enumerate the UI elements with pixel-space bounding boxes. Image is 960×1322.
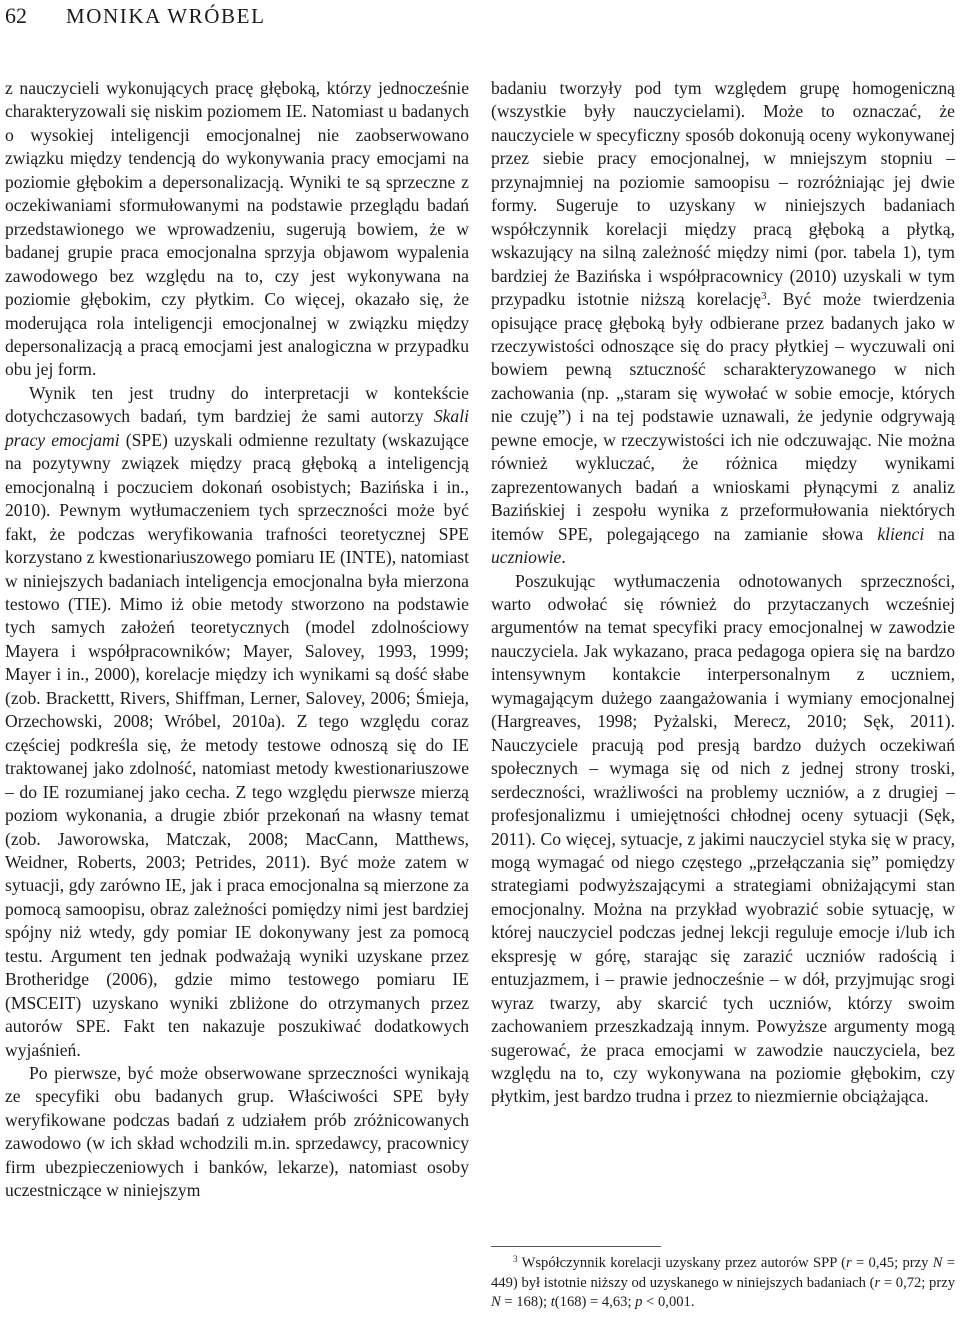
paragraph-text: . Być może twierdzenia opisujące pracę głęboką były odbierane przez badanych jako w rzeczywistości odnoszące się do pracy płytkiej – wyczuwali oni bowiem pewną sztuczność scharakteryzowanego w nich zachowania (np. „staram się wywołać w sobie emocje, których nie czuję”) i na tej podstawie uznawali, że jedynie odgrywają pewne emocje, w rzeczywistości ich nie odczuwając. Nie można również wykluczać, że różnica między wynikami zaprezentowanych badań a wnioskami płynącymi z analiz Bazińskiej i zespołu wynika z przeformułowania niektórych itemów SPE, polegającego na zamianie słowa: [491, 289, 955, 544]
footnote-symbol: N: [491, 1294, 501, 1311]
paragraph: [491, 77, 955, 570]
footnote-segment: = 449) był istotnie niższy od uzyskanego w niniejszych badaniach (: [491, 1255, 955, 1291]
paragraph: Poszukując wytłumaczenia odnotowanych sprzeczności, warto odwołać się również do przytaczanych wcześniej argumentów na temat specyfiki pracy emocjonalnej w zawodzie nauczyciela. Jak wykazano, praca pedagoga opiera się na bardzo intensywnym kontakcie interpersonalnym z uczniem, wymagającym dużego zaangażowania i wymiany emocjonalnej (Hargreaves, 1998; Pyżalski, Merecz, 2010; Sęk, 2011). Nauczyciele pracują pod presją bardzo dużych oczekiwań społecznych – wymaga się od nich z jednej strony troski, serdeczności, wrażliwości na problemy uczniów, a z drugiej – profesjonalizmu i umiejętności chłodnej oceny sytuacji (Sęk, 2011). Co więcej, sytuacje, z jakimi nauczyciel styka się w pracy, mogą wymagać od niego częstego „przełączania się” pomiędzy strategiami podwyższającymi a strategiami obniżającymi stan emocjonalny. Można na przykład wyobrazić sobie sytuację, w której nauczyciel podczas jednej lekcji reguluje emocje i/lub ich ekspresję w górę, starając się zarazić uczniów radością i entuzjazmem, i – prawie jednocześnie – w dół, przyjmując srogi wyraz twarzy, aby skarcić tych uczniów, którzy swoim zachowaniem przeszkadzają innym. Powyższe argumenty mogą sugerować, że praca emocjami w zawodzie nauczyciela, bez względu na to, czy wykonywana na poziomie głębokim, czy płytkim, jest bardzo trudna i przez to niezmiernie obciążająca.: [491, 570, 955, 1107]
italic-term: Skali pracy emocjami: [5, 406, 469, 450]
footnote-mark: 3: [513, 1254, 518, 1265]
page-header: [5, 2, 955, 32]
footnote-segment: = 0,45; przy: [851, 1255, 933, 1271]
footnote: [491, 1254, 955, 1313]
footnote-symbol: t: [550, 1294, 555, 1311]
footnote-segment: = 168);: [500, 1294, 551, 1311]
footnote-reference[interactable]: 3: [761, 290, 767, 303]
paragraph-text: .: [561, 547, 566, 568]
paragraph: Po pierwsze, być może obserwowane sprzeczności wynikają ze specyfiki obu badanych grup. Właściwości SPE były weryfikowane podczas badań z udziałem prób zróżnicowanych zawodowo (w ich skład wchodzili m.in. sprzedawcy, pracownicy firm ubezpieczeniowych i banków, lekarze), natomiast osoby uczestniczące w niniejszym: [5, 1063, 469, 1201]
running-head-author: MONIKA WRÓBEL: [66, 4, 266, 28]
footnote-segment: (168) = 4,63;: [554, 1294, 636, 1311]
paragraph-text: (SPE) uzyskali odmienne rezultaty (wskazujące na pozytywny związek między pracą głęboką a inteligencją emocjonalną i poczuciem dokonań osobistych; Bazińska i in., 2010). Pewnym wytłumaczeniem tych sprzeczności może być fakt, że podczas weryfikowania trafności teoretycznej SPE korzystano z kwestionariuszowego pomiaru IE (INTE), natomiast w niniejszych badaniach inteligencja emocjonalna była mierzona testowo (TIE). Mimo iż obie metody stworzono na podstawie tych samych założeń teoretycznych (model zdolnościowy Mayera i współpracowników; Mayer, Salovey, 1993, 1999; Mayer i in., 2000), korelacje między ich wynikami są dość słabe (zob. Brackettt, Rivers, Shiffman, Lerner, Salovey, 2006; Śmieja, Orzechowski, 2008; Wróbel, 2010a). Z tego względu coraz częściej podkreśla się, że metody testowe odnoszą się do IE traktowanej jako zdolność, natomiast metody kwestionariuszowe – do IE rozumianej jako cecha. Z tego względu pierwsze mierzą poziom wykonania, a drugie zbiór przekonań na własny temat (zob. Jaworowska, Matczak, 2008; MacCann, Matthews, Weidner, Roberts, 2003; Petrides, 2011). Być może zatem w sytuacji, gdy zarówno IE, jak i praca emocjonalna są mierzone za pomocą samoopisu, obraz zależności pomiędzy nimi jest bardziej spójny niż wtedy, gdy pomiar IE dokonywany jest za pomocą testu. Argument ten jednak podważają wyniki uzyskane przez Brotheridge (2006), gdzie mimo testowego pomiaru IE (MSCEIT) uzyskano wyniki zbliżone do otrzymanych przez autorów SPE. Fakt ten nakazuje poszukiwać dodatkowych wyjaśnień.: [5, 429, 469, 1060]
paragraph-text: badaniu tworzyły pod tym względem grupę homogeniczną (wszystkie były nauczycielami). Może to oznaczać, że nauczyciele w specyficzny sposób dokonują oceny wykonywanej przez siebie pracy emocjonalnej, w mniejszym stopniu – przynajmniej na poziomie samoopisu – rozróżniając jej dwie formy. Sugeruje to uzyskany w niniejszych badaniach współczynnik korelacji między pracą głęboką a płytką, wskazujący na silną zależność między nimi (por. tabela 1), tym bardziej że Bazińska i współpracownicy (2010) uzyskali w tym przypadku istotnie niższą korelację: [491, 78, 955, 310]
left-column: [5, 77, 469, 1203]
footnote-symbol: r: [846, 1255, 852, 1271]
right-column: [491, 77, 955, 1109]
footnote-segment: = 0,72; przy: [880, 1274, 955, 1291]
footnote-symbol: p: [635, 1294, 643, 1311]
footnote-text: [491, 1254, 955, 1313]
paragraph: z nauczycieli wykonujących pracę głęboką, którzy jednocześnie charakteryzowali się niskim poziomem IE. Natomiast u badanych o wysokiej inteligencji emocjonalnej nie zaobserwowano związku między tendencją do wykonywania pracy emocjami na poziomie głębokim a depersonalizacją. Wyniki te są sprzeczne z oczekiwaniami sformułowanymi na podstawie przeglądu badań przedstawionego we wprowadzeniu, sugerują bowiem, że w badanej grupie praca emocjonalna sprzyja objawom wypalenia zawodowego bez względu na to, czy jest wykonywana na poziomie głębokim, czy płytkim. Co więcej, okazało się, że moderująca rola inteligencji emocjonalnej w związku między depersonalizacją a pracą emocjami jest analogiczna w przypadku obu jej form.: [5, 78, 469, 380]
page-number: 62: [5, 3, 27, 28]
paragraph-text: na: [924, 523, 955, 544]
footnote-symbol: N: [932, 1255, 943, 1271]
italic-term: uczniowie: [491, 547, 562, 568]
footnote-segment: Współczynnik korelacji uzyskany przez autorów SPP (: [517, 1255, 846, 1271]
footnote-symbol: r: [874, 1274, 881, 1291]
footnote-segment: < 0,001.: [642, 1294, 695, 1311]
paragraph-text: Wynik ten jest trudny do interpretacji w kontekście dotychczasowych badań, tym bardziej że sami autorzy: [5, 382, 469, 427]
footnote-divider: [491, 1246, 661, 1247]
paragraph: [5, 382, 469, 1062]
italic-term: klienci: [877, 523, 925, 544]
